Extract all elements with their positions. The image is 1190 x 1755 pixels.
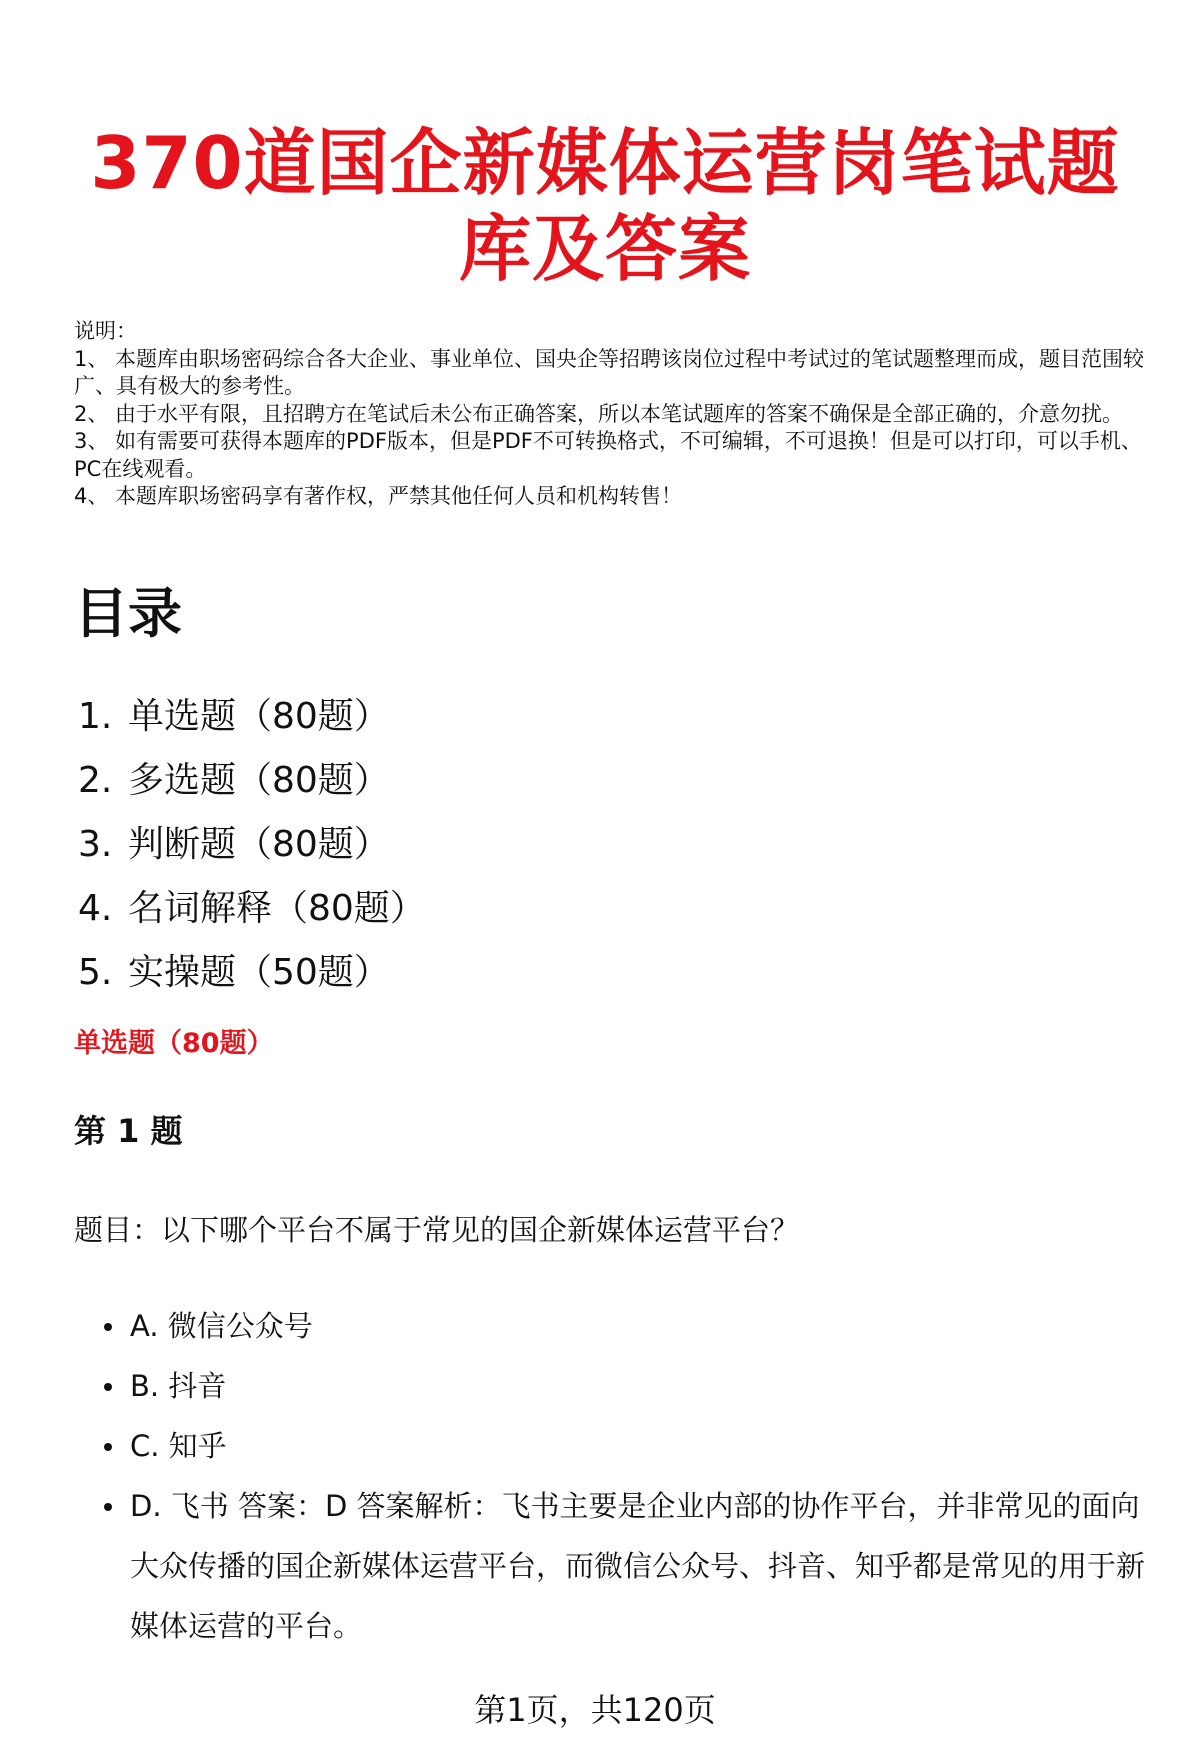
question-heading: 第 1 题 bbox=[74, 1112, 183, 1150]
notes-block bbox=[74, 318, 1154, 511]
option-text: B. 抖音 bbox=[130, 1369, 227, 1403]
answer-options bbox=[100, 1296, 1160, 1656]
page-footer: 第1页，共120页 bbox=[474, 1691, 716, 1729]
toc-item[interactable] bbox=[78, 877, 426, 941]
toc-item-number: 1. bbox=[78, 696, 113, 737]
bullet-icon bbox=[104, 1323, 112, 1331]
table-of-contents bbox=[78, 685, 426, 1005]
toc-item-number: 3. bbox=[78, 824, 113, 865]
toc-item-number: 5. bbox=[78, 952, 113, 993]
toc-item-label: 多选题（80题） bbox=[128, 760, 390, 801]
toc-heading: 目录 bbox=[74, 582, 182, 645]
bullet-icon bbox=[104, 1443, 112, 1451]
toc-item-label: 实操题（50题） bbox=[128, 952, 390, 993]
option-text: A. 微信公众号 bbox=[130, 1309, 313, 1343]
option-item bbox=[100, 1356, 1160, 1416]
toc-item-label: 判断题（80题） bbox=[128, 824, 390, 865]
note-item: 3、 如有需要可获得本题库的PDF版本，但是PDF不可转换格式，不可编辑，不可退换！但是可以打印，可以手机、PC在线观看。 bbox=[74, 429, 1142, 481]
toc-item-label: 名词解释（80题） bbox=[128, 888, 426, 929]
bullet-icon bbox=[104, 1383, 112, 1391]
toc-item-label: 单选题（80题） bbox=[128, 696, 390, 737]
note-item: 4、 本题库职场密码享有著作权，严禁其他任何人员和机构转售！ bbox=[74, 484, 683, 508]
note-item: 2、 由于水平有限，且招聘方在笔试后未公布正确答案，所以本笔试题库的答案不确保是全部正确的，介意勿扰。 bbox=[74, 401, 1124, 426]
toc-item[interactable] bbox=[78, 749, 426, 813]
option-text: C. 知乎 bbox=[130, 1429, 227, 1463]
question-text: 题目：以下哪个平台不属于常见的国企新媒体运营平台？ bbox=[74, 1213, 800, 1247]
toc-item-number: 4. bbox=[78, 888, 113, 929]
notes-heading: 说明： bbox=[74, 319, 137, 343]
option-text: D. 飞书 答案：D 答案解析：飞书主要是企业内部的协作平台，并非常见的面向大众传播的国企新媒体运营平台，而微信公众号、抖音、知乎都是常见的用于新媒体运营的平台。 bbox=[130, 1489, 1146, 1643]
toc-item[interactable] bbox=[78, 941, 426, 1005]
option-item bbox=[100, 1476, 1160, 1656]
option-item bbox=[100, 1416, 1160, 1476]
toc-item-number: 2. bbox=[78, 760, 113, 801]
bullet-icon bbox=[104, 1503, 112, 1511]
toc-item[interactable] bbox=[78, 813, 426, 877]
section-title: 单选题（80题） bbox=[74, 1028, 274, 1059]
toc-item[interactable] bbox=[78, 685, 426, 749]
option-item bbox=[100, 1296, 1160, 1356]
note-item: 1、 本题库由职场密码综合各大企业、事业单位、国央企等招聘该岗位过程中考试过的笔试题整理而成，题目范围较广、具有极大的参考性。 bbox=[74, 346, 1145, 398]
document-title: 370道国企新媒体运营岗笔试题库及答案 bbox=[90, 121, 1120, 291]
